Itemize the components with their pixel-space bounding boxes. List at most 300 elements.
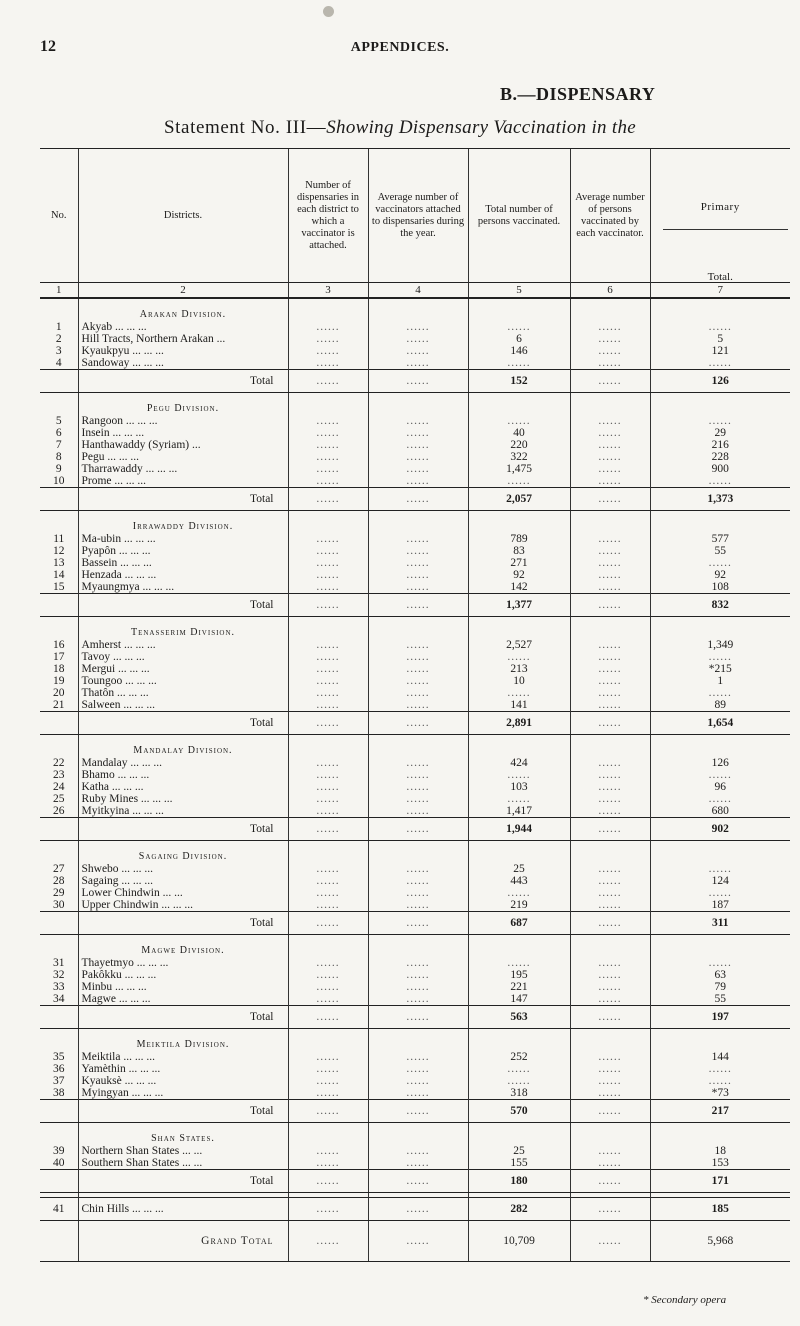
primary-total-cell: 108 — [650, 581, 790, 594]
empty-cell: ...... — [288, 981, 368, 993]
empty-cell: ...... — [650, 1075, 790, 1087]
empty-cell: ...... — [570, 1157, 650, 1170]
empty-cell: ...... — [368, 863, 468, 875]
total-label: Total — [78, 370, 288, 393]
empty-cell: ...... — [570, 1075, 650, 1087]
empty-cell: ...... — [368, 415, 468, 427]
empty-cell: ...... — [368, 488, 468, 511]
empty-cell: ...... — [368, 981, 468, 993]
district-name: Rangoon ... ... ... — [78, 415, 288, 427]
empty-cell: ...... — [570, 757, 650, 769]
total-vaccinated-cell: 141 — [468, 699, 570, 712]
total-vaccinated-cell: 424 — [468, 757, 570, 769]
empty-cell: ...... — [650, 557, 790, 569]
col-num-3: 3 — [288, 283, 368, 299]
total-label: Total — [78, 594, 288, 617]
district-name: Mandalay ... ... ... — [78, 757, 288, 769]
primary-total-label: Total. — [707, 271, 733, 283]
total-vaccinated-cell: 25 — [468, 1145, 570, 1157]
empty-cell: ...... — [570, 863, 650, 875]
empty-cell: ...... — [288, 957, 368, 969]
empty-cell: ...... — [368, 357, 468, 370]
empty-cell: ...... — [288, 969, 368, 981]
empty-cell: ...... — [650, 475, 790, 488]
empty-cell: ...... — [288, 1075, 368, 1087]
table-row — [40, 793, 790, 805]
empty-cell: ...... — [288, 663, 368, 675]
empty-cell: ...... — [570, 569, 650, 581]
row-number: 35 — [53, 1051, 65, 1063]
total-label: Total — [78, 818, 288, 841]
empty-cell: ...... — [570, 345, 650, 357]
empty-cell: ...... — [288, 781, 368, 793]
empty-cell: ...... — [570, 712, 650, 735]
division-primary-total: 1,373 — [650, 488, 790, 511]
empty-cell: ...... — [288, 321, 368, 333]
empty-cell: ...... — [650, 415, 790, 427]
empty-cell: ...... — [288, 581, 368, 594]
table-row — [40, 1145, 790, 1157]
empty-cell: ...... — [570, 651, 650, 663]
district-name: Kyaukpyu ... ... ... — [78, 345, 288, 357]
empty-cell: ...... — [288, 533, 368, 545]
empty-cell: ...... — [570, 887, 650, 899]
empty-cell: ...... — [650, 769, 790, 781]
total-vaccinated-cell: 221 — [468, 981, 570, 993]
district-name: Amherst ... ... ... — [78, 639, 288, 651]
division-primary-total: 1,654 — [650, 712, 790, 735]
empty-cell: ...... — [368, 757, 468, 769]
primary-total-cell: 55 — [650, 993, 790, 1006]
district-name: Myingyan ... ... ... — [78, 1087, 288, 1100]
table-row — [40, 581, 790, 594]
primary-total-cell: 577 — [650, 533, 790, 545]
primary-total-cell: 126 — [650, 757, 790, 769]
empty-cell: ...... — [570, 1100, 650, 1123]
district-name: Mergui ... ... ... — [78, 663, 288, 675]
table-row — [40, 533, 790, 545]
footnote: * Secondary opera — [643, 1294, 727, 1306]
row-number: 10 — [53, 475, 65, 487]
empty-cell: ...... — [288, 488, 368, 511]
table-row — [40, 663, 790, 675]
table-row — [40, 875, 790, 887]
table-row — [40, 899, 790, 912]
empty-cell: ...... — [368, 1075, 468, 1087]
row-number: 32 — [53, 969, 65, 981]
empty-cell: ...... — [570, 594, 650, 617]
row-number: 29 — [53, 887, 65, 899]
statement-subtitle: Showing Dispensary Vaccination in the — [326, 117, 637, 138]
empty-cell: ...... — [468, 957, 570, 969]
table-row — [40, 769, 790, 781]
empty-cell: ...... — [468, 321, 570, 333]
empty-cell: ...... — [288, 594, 368, 617]
empty-cell: ...... — [570, 639, 650, 651]
empty-cell: ...... — [368, 333, 468, 345]
empty-cell: ...... — [570, 912, 650, 935]
empty-cell: ...... — [288, 712, 368, 735]
primary-total-cell: 228 — [650, 451, 790, 463]
district-name: Prome ... ... ... — [78, 475, 288, 488]
district-name: Katha ... ... ... — [78, 781, 288, 793]
table-row — [40, 1051, 790, 1063]
empty-cell: ...... — [368, 993, 468, 1006]
empty-cell: ...... — [288, 1198, 368, 1221]
division-name: Sagaing Division. — [78, 841, 288, 864]
division-name: Irrawaddy Division. — [78, 511, 288, 534]
header-no: No. — [40, 149, 78, 283]
empty-cell: ...... — [288, 699, 368, 712]
primary-total-cell: 92 — [650, 569, 790, 581]
empty-cell: ...... — [368, 1157, 468, 1170]
empty-cell: ...... — [368, 321, 468, 333]
empty-cell: ...... — [288, 451, 368, 463]
col-num-1: 1 — [40, 283, 78, 299]
table-row — [40, 1075, 790, 1087]
empty-cell: ...... — [368, 545, 468, 557]
empty-cell: ...... — [288, 345, 368, 357]
division-header — [40, 1123, 790, 1146]
district-name: Tavoy ... ... ... — [78, 651, 288, 663]
page-number: 12 — [40, 38, 56, 55]
row-number: 24 — [53, 781, 65, 793]
empty-cell: ...... — [570, 533, 650, 545]
total-vaccinated-cell: 220 — [468, 439, 570, 451]
table-row — [40, 333, 790, 345]
division-total-vaccinated: 570 — [468, 1100, 570, 1123]
district-name: Pyapôn ... ... ... — [78, 545, 288, 557]
table-row — [40, 639, 790, 651]
empty-cell: ...... — [288, 333, 368, 345]
vaccination-table — [40, 148, 790, 1262]
empty-cell: ...... — [368, 439, 468, 451]
division-total-vaccinated: 563 — [468, 1006, 570, 1029]
empty-cell: ...... — [288, 1063, 368, 1075]
total-vaccinated-cell: 92 — [468, 569, 570, 581]
empty-cell: ...... — [288, 1145, 368, 1157]
table-row — [40, 415, 790, 427]
district-name: Tharrawaddy ... ... ... — [78, 463, 288, 475]
row-number: 40 — [53, 1157, 65, 1169]
empty-cell: ...... — [368, 651, 468, 663]
table-row — [40, 957, 790, 969]
empty-cell: ...... — [368, 1087, 468, 1100]
district-name: Ma-ubin ... ... ... — [78, 533, 288, 545]
empty-cell: ...... — [368, 769, 468, 781]
empty-cell: ...... — [570, 1051, 650, 1063]
primary-total-cell: 216 — [650, 439, 790, 451]
total-label: Total — [78, 1170, 288, 1193]
empty-cell: ...... — [368, 899, 468, 912]
primary-total-cell: 900 — [650, 463, 790, 475]
col-num-7: 7 — [650, 283, 790, 299]
total-vaccinated-cell: 1,475 — [468, 463, 570, 475]
chin-hills-row — [40, 1198, 790, 1221]
empty-cell: ...... — [288, 439, 368, 451]
total-vaccinated-cell: 103 — [468, 781, 570, 793]
division-total-vaccinated: 152 — [468, 370, 570, 393]
empty-cell: ...... — [570, 463, 650, 475]
total-label: Total — [78, 1006, 288, 1029]
row-number: 26 — [53, 805, 65, 817]
total-vaccinated-cell: 155 — [468, 1157, 570, 1170]
division-header — [40, 1029, 790, 1052]
header-avg-per-vaccinator: Average number of persons vaccinated by each vaccinator. — [570, 149, 650, 283]
empty-cell: ...... — [288, 557, 368, 569]
empty-cell: ...... — [570, 663, 650, 675]
empty-cell: ...... — [570, 899, 650, 912]
total-vaccinated-cell: 25 — [468, 863, 570, 875]
primary-total-cell: 96 — [650, 781, 790, 793]
empty-cell: ...... — [368, 463, 468, 475]
district-name: Magwe ... ... ... — [78, 993, 288, 1006]
row-number: 28 — [53, 875, 65, 887]
empty-cell: ...... — [368, 793, 468, 805]
primary-total-cell: 121 — [650, 345, 790, 357]
district-name: Bhamo ... ... ... — [78, 769, 288, 781]
primary-total-cell: 79 — [650, 981, 790, 993]
empty-cell: ...... — [468, 651, 570, 663]
empty-cell: ...... — [368, 581, 468, 594]
district-name: Hanthawaddy (Syriam) ... — [78, 439, 288, 451]
table-row — [40, 545, 790, 557]
empty-cell: ...... — [368, 594, 468, 617]
empty-cell: ...... — [650, 863, 790, 875]
district-name: Sandoway ... ... ... — [78, 357, 288, 370]
division-total-row — [40, 912, 790, 935]
division-name: Mandalay Division. — [78, 735, 288, 758]
total-vaccinated-cell: 40 — [468, 427, 570, 439]
division-header — [40, 298, 790, 321]
division-primary-total: 217 — [650, 1100, 790, 1123]
empty-cell: ...... — [288, 863, 368, 875]
col-num-4: 4 — [368, 283, 468, 299]
empty-cell: ...... — [570, 475, 650, 488]
empty-cell: ...... — [570, 769, 650, 781]
empty-cell: ...... — [288, 818, 368, 841]
district-name: Henzada ... ... ... — [78, 569, 288, 581]
district-name: Insein ... ... ... — [78, 427, 288, 439]
empty-cell: ...... — [288, 545, 368, 557]
total-vaccinated-cell: 147 — [468, 993, 570, 1006]
district-name: Salween ... ... ... — [78, 699, 288, 712]
col-num-5: 5 — [468, 283, 570, 299]
district-name: Thatôn ... ... ... — [78, 687, 288, 699]
empty-cell: ...... — [570, 1198, 650, 1221]
row-number: 19 — [53, 675, 65, 687]
empty-cell: ...... — [288, 651, 368, 663]
empty-cell: ...... — [570, 488, 650, 511]
row-number: 17 — [53, 651, 65, 663]
empty-cell: ...... — [368, 663, 468, 675]
row-number: 23 — [53, 769, 65, 781]
table-row — [40, 557, 790, 569]
row-number: 22 — [53, 757, 65, 769]
table-row — [40, 805, 790, 818]
empty-cell: ...... — [288, 1157, 368, 1170]
row-number: 33 — [53, 981, 65, 993]
total-vaccinated-cell: 83 — [468, 545, 570, 557]
row-number: 4 — [55, 357, 62, 369]
empty-cell: ...... — [570, 415, 650, 427]
row-number: 16 — [53, 639, 65, 651]
empty-cell: ...... — [650, 357, 790, 370]
row-number: 15 — [53, 581, 65, 593]
division-header — [40, 735, 790, 758]
table-row — [40, 863, 790, 875]
table-row — [40, 981, 790, 993]
row-number: 11 — [53, 533, 65, 545]
division-header — [40, 511, 790, 534]
stamp-mark — [323, 6, 334, 17]
empty-cell: ...... — [570, 699, 650, 712]
total-vaccinated-cell: 2,527 — [468, 639, 570, 651]
district-name: Yamèthin ... ... ... — [78, 1063, 288, 1075]
row-number: 3 — [55, 345, 62, 357]
empty-cell: ...... — [368, 712, 468, 735]
primary-total-cell: 153 — [650, 1157, 790, 1170]
division-total-row — [40, 1006, 790, 1029]
empty-cell: ...... — [288, 357, 368, 370]
total-vaccinated-cell: 318 — [468, 1087, 570, 1100]
empty-cell: ...... — [570, 818, 650, 841]
row-number: 12 — [53, 545, 65, 557]
division-primary-total: 197 — [650, 1006, 790, 1029]
empty-cell: ...... — [368, 1006, 468, 1029]
division-total-vaccinated: 1,944 — [468, 818, 570, 841]
table-body — [40, 298, 790, 1262]
empty-cell: ...... — [570, 333, 650, 345]
division-total-row — [40, 818, 790, 841]
empty-cell: ...... — [570, 1170, 650, 1193]
empty-cell: ...... — [570, 451, 650, 463]
primary-total-cell: 185 — [650, 1198, 790, 1221]
empty-cell: ...... — [288, 475, 368, 488]
col-num-2: 2 — [78, 283, 288, 299]
empty-cell: ...... — [468, 415, 570, 427]
empty-cell: ...... — [288, 912, 368, 935]
empty-cell: ...... — [570, 427, 650, 439]
empty-cell: ...... — [368, 1051, 468, 1063]
row-number: 25 — [53, 793, 65, 805]
district-name: Shwebo ... ... ... — [78, 863, 288, 875]
district-name: Myaungmya ... ... ... — [78, 581, 288, 594]
table-row — [40, 1087, 790, 1100]
division-name: Arakan Division. — [78, 298, 288, 321]
empty-cell: ...... — [570, 439, 650, 451]
table-row — [40, 1157, 790, 1170]
primary-total-cell: 187 — [650, 899, 790, 912]
empty-cell: ...... — [570, 687, 650, 699]
district-name: Minbu ... ... ... — [78, 981, 288, 993]
empty-cell: ...... — [288, 569, 368, 581]
division-name: Magwe Division. — [78, 935, 288, 958]
table-row — [40, 687, 790, 699]
division-total-row — [40, 370, 790, 393]
grand-total-vaccinated: 10,709 — [468, 1221, 570, 1262]
empty-cell: ...... — [288, 1006, 368, 1029]
empty-cell: ...... — [368, 1221, 468, 1262]
district-name: Kyauksè ... ... ... — [78, 1075, 288, 1087]
empty-cell: ...... — [368, 875, 468, 887]
empty-cell: ...... — [570, 993, 650, 1006]
empty-cell: ...... — [288, 805, 368, 818]
empty-cell: ...... — [288, 1170, 368, 1193]
division-primary-total: 171 — [650, 1170, 790, 1193]
empty-cell: ...... — [288, 757, 368, 769]
primary-total-cell: 680 — [650, 805, 790, 818]
header-primary — [650, 149, 790, 283]
division-total-vaccinated: 687 — [468, 912, 570, 935]
district-name: Meiktila ... ... ... — [78, 1051, 288, 1063]
empty-cell: ...... — [288, 993, 368, 1006]
empty-cell: ...... — [288, 769, 368, 781]
empty-cell: ...... — [570, 370, 650, 393]
division-header — [40, 617, 790, 640]
empty-cell: ...... — [288, 427, 368, 439]
empty-cell: ...... — [650, 687, 790, 699]
empty-cell: ...... — [288, 415, 368, 427]
row-number: 31 — [53, 957, 65, 969]
empty-cell: ...... — [368, 1063, 468, 1075]
row-number: 9 — [55, 463, 62, 475]
division-primary-total: 311 — [650, 912, 790, 935]
district-name: Bassein ... ... ... — [78, 557, 288, 569]
empty-cell: ...... — [288, 463, 368, 475]
table-row — [40, 439, 790, 451]
division-header — [40, 841, 790, 864]
table-row — [40, 463, 790, 475]
row-number: 5 — [55, 415, 62, 427]
empty-cell: ...... — [368, 1145, 468, 1157]
division-total-row — [40, 712, 790, 735]
empty-cell: ...... — [570, 1087, 650, 1100]
empty-cell: ...... — [570, 875, 650, 887]
total-vaccinated-cell: 789 — [468, 533, 570, 545]
table-row — [40, 569, 790, 581]
header-dispensaries: Number of dispensaries in each district to which a vaccinator is attached. — [288, 149, 368, 283]
district-name: Thayetmyo ... ... ... — [78, 957, 288, 969]
division-primary-total: 832 — [650, 594, 790, 617]
total-label: Total — [78, 712, 288, 735]
row-number: 38 — [53, 1087, 65, 1099]
empty-cell: ...... — [570, 957, 650, 969]
total-vaccinated-cell: 10 — [468, 675, 570, 687]
division-total-row — [40, 594, 790, 617]
empty-cell: ...... — [570, 357, 650, 370]
empty-cell: ...... — [368, 557, 468, 569]
division-total-row — [40, 1170, 790, 1193]
empty-cell: ...... — [368, 639, 468, 651]
table-row — [40, 781, 790, 793]
primary-total-cell: 89 — [650, 699, 790, 712]
empty-cell: ...... — [570, 1063, 650, 1075]
district-name: Lower Chindwin ... ... — [78, 887, 288, 899]
total-vaccinated-cell: 213 — [468, 663, 570, 675]
division-total-vaccinated: 2,891 — [468, 712, 570, 735]
total-vaccinated-cell: 146 — [468, 345, 570, 357]
empty-cell: ...... — [570, 805, 650, 818]
district-name: Akyab ... ... ... — [78, 321, 288, 333]
empty-cell: ...... — [368, 1198, 468, 1221]
division-header — [40, 935, 790, 958]
grand-primary-total: 5,968 — [650, 1221, 790, 1262]
row-number: 41 — [40, 1198, 78, 1221]
row-number: 2 — [55, 333, 62, 345]
empty-cell: ...... — [288, 639, 368, 651]
primary-total-cell: *73 — [650, 1087, 790, 1100]
